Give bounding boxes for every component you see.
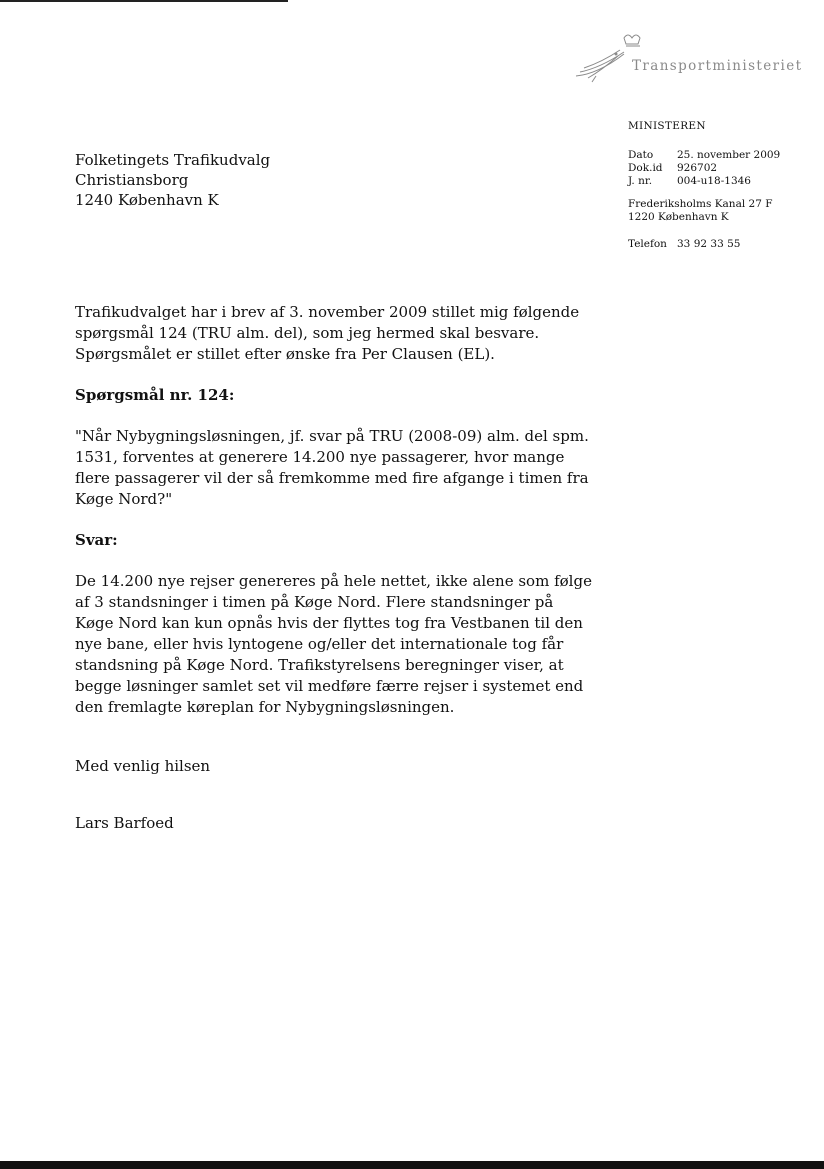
intro-paragraph: Trafikudvalget har i brev af 3. november 2009 stillet mig følgende spørgsmål 124 (TRU alm. del), som jeg hermed skal besvare. Spørgsmålet er stillet efter ønske fra Per Clausen (EL). <box>75 303 580 363</box>
top-rule <box>0 0 288 2</box>
meta-label: Dok.id <box>628 162 663 174</box>
meta-value: 004-u18-1346 <box>677 175 751 187</box>
ministry-logo <box>572 24 802 94</box>
meta-label: J. nr. <box>628 175 653 187</box>
bottom-rule <box>0 1161 824 1169</box>
recipient-line: Christiansborg <box>75 171 189 189</box>
meta-value: 25. november 2009 <box>677 149 781 161</box>
question-paragraph: "Når Nybygningsløsningen, jf. svar på TRU (2008-09) alm. del spm. 1531, forventes at generere 14.200 nye passagerer, hvor mange flere passagerer vil der så fremkomme med fire afgange i timen fra Køge Nord?" <box>75 427 589 508</box>
recipient-line: Folketingets Trafikudvalg <box>75 151 271 169</box>
logo-text: Transportministeriet <box>632 58 803 74</box>
question-heading: Spørgsmål nr. 124: <box>75 386 235 404</box>
letter-body <box>75 302 595 834</box>
phone-value: 33 92 33 55 <box>677 238 741 250</box>
meta-label: Dato <box>628 149 654 161</box>
recipient-address <box>75 150 270 210</box>
meta-value: 926702 <box>677 162 718 174</box>
meta-row-date <box>628 149 780 162</box>
document-meta <box>628 149 780 188</box>
meta-row-jnr <box>628 175 780 188</box>
address-line: 1220 København K <box>628 211 729 223</box>
closing-salutation: Med venlig hilsen <box>75 757 211 775</box>
answer-heading: Svar: <box>75 531 118 549</box>
signature-name: Lars Barfoed <box>75 814 174 832</box>
answer-paragraph: De 14.200 nye rejser genereres på hele nettet, ikke alene som følge af 3 standsninger i timen på Køge Nord. Flere standsninger på Køge Nord kan kun opnås hvis der flyttes tog fra Vestbanen til den nye bane, eller hvis lyntogene og/eller det internationale tog får standsning på Køge Nord. Trafikstyrelsens beregninger viser, at begge løsninger samlet set vil medføre færre rejser i systemet end den fremlagte køreplan for Nybygningsløsningen. <box>75 572 592 716</box>
meta-row-dokid <box>628 162 780 175</box>
sender-address <box>628 198 773 224</box>
address-line: Frederiksholms Kanal 27 F <box>628 198 773 210</box>
phone-label: Telefon <box>628 238 667 250</box>
recipient-line: 1240 København K <box>75 191 219 209</box>
sender-title: MINISTEREN <box>628 120 706 132</box>
sender-phone <box>628 238 740 250</box>
